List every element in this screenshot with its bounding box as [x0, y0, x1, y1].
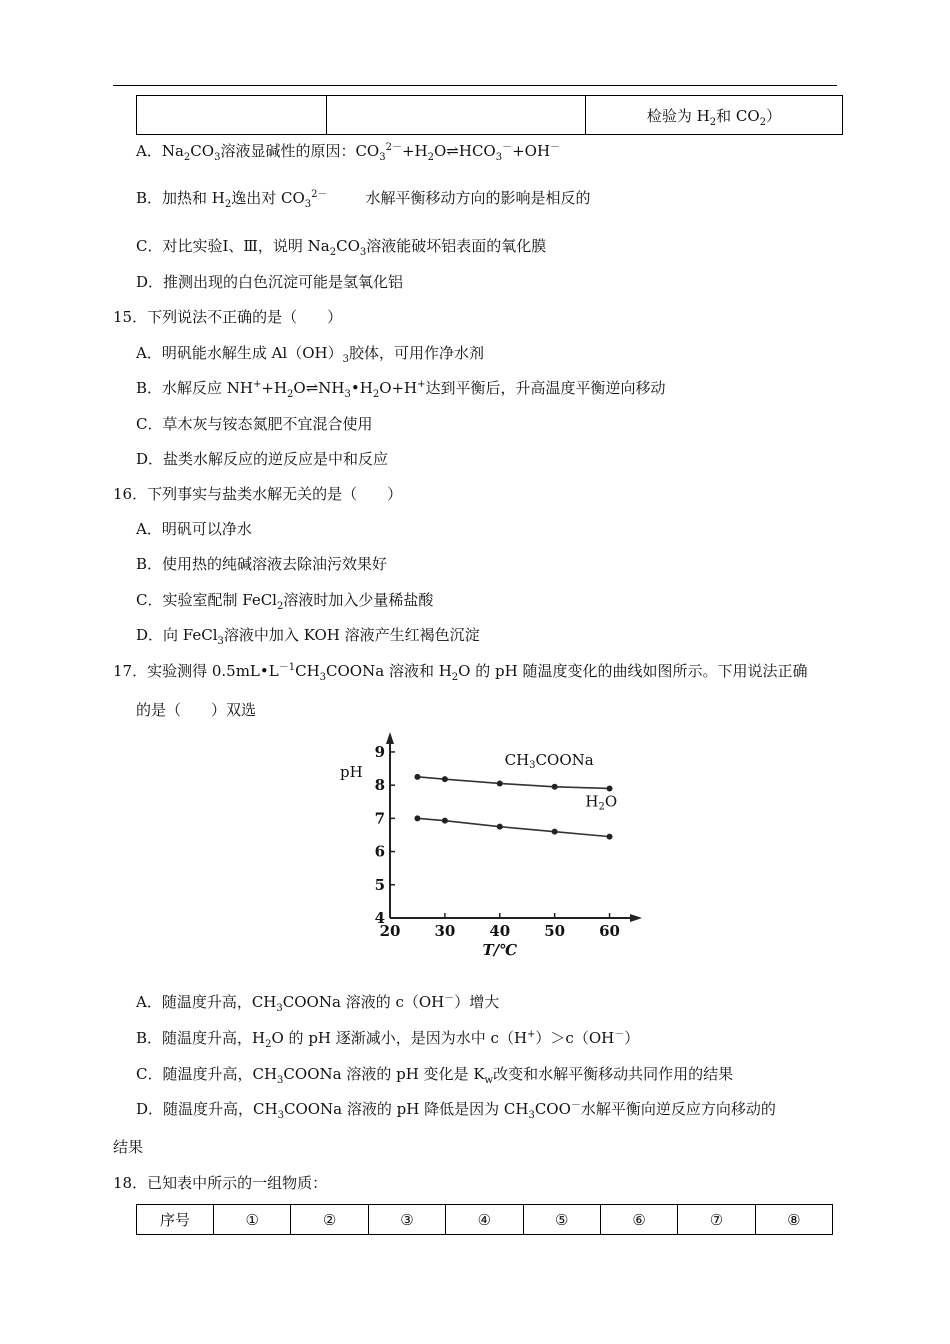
data-point	[442, 818, 448, 824]
y-tick-label: 5	[374, 875, 385, 894]
x-axis-arrow	[630, 914, 642, 922]
q16-stem: 16．下列事实与盐类水解无关的是（ ）	[113, 485, 403, 503]
q16-option-d: D．向 FeCl$_3$溶液中加入 KOH 溶液产生红褐色沉淀	[136, 626, 480, 647]
data-point	[607, 834, 613, 840]
data-point	[607, 785, 613, 791]
x-tick-label: 40	[489, 922, 511, 940]
top-table-cell	[327, 96, 586, 135]
data-point	[414, 815, 420, 821]
cell-text: ）	[766, 106, 782, 125]
y-tick-label: 8	[374, 776, 385, 795]
top-table	[136, 95, 843, 135]
q17-option-d: D．随温度升高，$CH_3COONa$ 溶液的 pH 降低是因为 $CH_3COO^-$水解平衡向逆反应方向移动的	[136, 1100, 776, 1121]
chart-ticks	[375, 743, 620, 940]
q14-option-c: C．对比实验Ⅰ、Ⅲ，说明 $Na_2CO_3$溶液能破坏铝表面的氧化膜	[136, 237, 547, 258]
data-point	[414, 774, 420, 780]
y-tick-label: 4	[374, 909, 385, 927]
q18-header-cell: ⑦	[678, 1205, 755, 1235]
x-axis-label: T/℃	[482, 941, 518, 959]
data-point	[552, 829, 558, 835]
q14-option-a: A．$Na_2CO_3$溶液显碱性的原因：$CO_3^{2-}+H_2O\rightleftharpoons HCO_3^-+OH^-$	[136, 142, 561, 163]
q14-option-d: D．推测出现的白色沉淀可能是氢氧化铝	[136, 273, 404, 291]
q17-stem: 17．实验测得 $0.5mL•L^{-1}CH_3COONa$ 溶液和 $H_2O$ 的 pH 随温度变化的曲线如图所示。下用说法正确	[113, 662, 808, 683]
q16-option-a: A．明矾可以净水	[136, 520, 252, 538]
q14-option-b: B．加热和 $H_2$逸出对 $CO_3^{2-}$ 水解平衡移动方向的影响是相反的	[136, 189, 591, 210]
x-tick-label: 20	[379, 922, 401, 940]
x-tick-label: 30	[434, 922, 456, 940]
y-axis-label: pH	[340, 763, 363, 781]
x-tick-label: 50	[544, 922, 566, 940]
q15-option-a: A．明矾能水解生成 $Al(OH)_3$胶体，可用作净水剂	[136, 344, 485, 365]
data-point	[442, 776, 448, 782]
data-point	[552, 784, 558, 790]
data-point	[497, 824, 503, 830]
cell-text: 检验为 H	[646, 106, 710, 125]
series-label-H2O: $H_2O$	[585, 792, 618, 813]
y-tick-label: 9	[374, 742, 385, 761]
q15-stem: 15．下列说法不正确的是（ ）	[113, 308, 343, 326]
q18-header-cell: ⑧	[755, 1205, 832, 1235]
q18-header-cell: 序号	[137, 1205, 214, 1235]
q18-header-cell: ③	[368, 1205, 445, 1235]
q16-option-b: B．使用热的纯碱溶液去除油污效果好	[136, 555, 388, 573]
chart-series	[414, 751, 617, 839]
q15-option-c: C．草木灰与铵态氮肥不宜混合使用	[136, 415, 373, 433]
header-rule	[113, 85, 837, 86]
data-point	[497, 780, 503, 786]
q15-option-d: D．盐类水解反应的逆反应是中和反应	[136, 450, 389, 468]
top-table-cell	[137, 96, 327, 135]
top-table-cell: 检验为 $H_2$和 $CO_2$）	[586, 96, 843, 135]
q18-header-cell: ⑥	[600, 1205, 677, 1235]
q17-stem-cont: 的是（ ）双选	[136, 701, 257, 719]
q17-option-d-cont: 结果	[113, 1138, 144, 1156]
q18-header-cell: ①	[214, 1205, 291, 1235]
q16-option-c: C．实验室配制 FeCl$_2$溶液时加入少量稀盐酸	[136, 591, 434, 612]
y-tick-label: 7	[374, 809, 385, 828]
y-axis-arrow	[386, 732, 394, 744]
x-tick-label: 60	[599, 922, 620, 940]
q17-option-b: B．随温度升高，$H_2O$ 的 pH 逐渐减小，是因为水中 c（H+）＞c（OH－）	[136, 1029, 640, 1050]
ph-temperature-chart	[330, 730, 650, 960]
q17-option-c: C．随温度升高，$CH_3COONa$ 溶液的 pH 变化是 $K_w$改变和水解平衡移动共同作用的结果	[136, 1065, 734, 1086]
q15-option-b: B．水解反应 $NH^++H_2O\rightleftharpoons NH_3•H_2O+H^+$达到平衡后，升高温度平衡逆向移动	[136, 379, 666, 400]
y-tick-label: 6	[374, 842, 385, 861]
q18-stem: 18．已知表中所示的一组物质：	[113, 1174, 328, 1192]
q18-header-cell: ②	[291, 1205, 368, 1235]
cell-text: 和 CO	[716, 106, 760, 125]
q18-table	[136, 1204, 833, 1235]
q17-option-a: A．随温度升高，$CH_3COONa$ 溶液的 c（OH－）增大	[136, 993, 500, 1014]
q18-header-cell: ⑤	[523, 1205, 600, 1235]
series-label-CH3COONa: $CH_3COONa$	[504, 751, 594, 772]
q18-header-cell: ④	[446, 1205, 523, 1235]
